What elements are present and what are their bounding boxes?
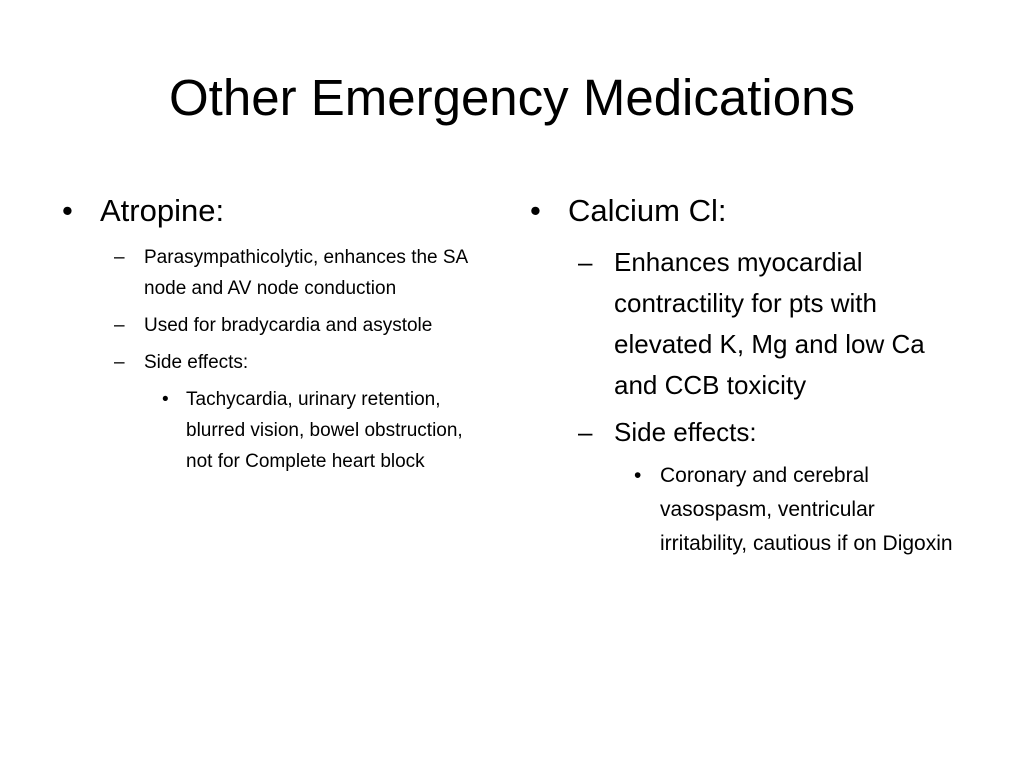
bullet-icon: • — [162, 389, 169, 410]
bullet-icon: • — [530, 193, 541, 228]
atropine-heading-item — [62, 190, 482, 232]
atropine-mechanism: Parasympathicolytic, enhances the SA node and AV node conduction — [144, 247, 468, 299]
bullet-icon: • — [62, 193, 73, 228]
list-item — [578, 242, 960, 406]
right-column — [530, 190, 960, 561]
list-item — [578, 412, 960, 453]
atropine-sub-list — [114, 242, 482, 477]
calcium-sub-list — [578, 242, 960, 561]
atropine-side-effects-list — [160, 384, 482, 477]
atropine-side-effects-label: Side effects: — [144, 352, 249, 373]
list-item — [114, 347, 482, 378]
calcium-side-effects-label: Side effects: — [614, 417, 757, 447]
bullet-icon: • — [634, 464, 642, 487]
calcium-heading: Calcium Cl: — [568, 193, 727, 228]
dash-icon: – — [114, 247, 125, 268]
dash-icon: – — [578, 247, 593, 277]
dash-icon: – — [578, 417, 593, 447]
calcium-side-effects-list — [632, 459, 960, 561]
left-column — [62, 190, 482, 477]
calcium-side-effects: Coronary and cerebral vasospasm, ventricular irritability, cautious if on Digoxin — [660, 464, 953, 555]
list-item — [114, 242, 482, 304]
atropine-use: Used for bradycardia and asystole — [144, 315, 433, 336]
list-item — [114, 310, 482, 341]
calcium-mechanism: Enhances myocardial contractility for pts with elevated K, Mg and low Ca and CCB toxicity — [614, 247, 925, 400]
atropine-side-effects: Tachycardia, urinary retention, blurred vision, bowel obstruction, not for Complete heart block — [186, 389, 463, 472]
list-item — [632, 459, 960, 561]
dash-icon: – — [114, 315, 125, 336]
slide-title: Other Emergency Medications — [169, 69, 855, 126]
atropine-heading: Atropine: — [100, 193, 225, 228]
dash-icon: – — [114, 352, 125, 373]
calcium-heading-item — [530, 190, 960, 232]
list-item — [160, 384, 482, 477]
